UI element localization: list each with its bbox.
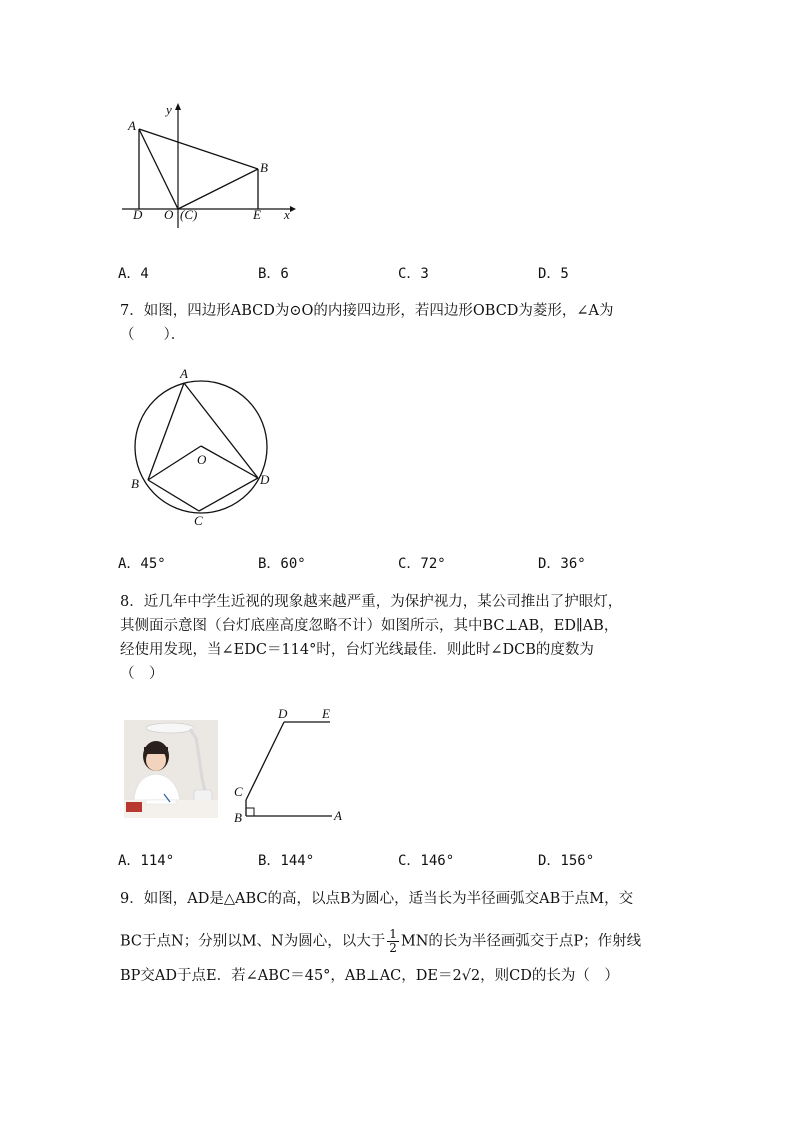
- q8-option-b: B．144°: [258, 853, 315, 869]
- segment-AO: [139, 129, 178, 209]
- q8-stem-line3: 经使用发现，当∠EDC＝114°时，台灯光线最佳．则此时∠DCB的度数为: [120, 642, 594, 658]
- label-B: B: [234, 810, 242, 825]
- circle-O: [135, 381, 267, 513]
- label-y: y: [166, 102, 172, 117]
- q9-line2-part2: MN的长为半径画弧交于点P；作射线: [400, 933, 642, 950]
- q7-option-a: A．45°: [118, 556, 166, 572]
- q9-stem-line1: 9．如图，AD是△ABC的高，以点B为圆心，适当长为半径画弧交AB于点M，交: [120, 891, 634, 907]
- q8-stem-line1: 8．近几年中学生近视的现象越来越严重，为保护视力，某公司推出了护眼灯，: [120, 594, 623, 610]
- q8-stem-line4: （ ）: [120, 666, 164, 682]
- q8-stem-line2: 其侧面示意图（台灯底座高度忽略不计）如图所示，其中BC⊥AB，ED∥AB，: [120, 618, 619, 634]
- segment-OD: [201, 446, 258, 478]
- q7-option-d: D．36°: [538, 556, 586, 572]
- segment-DC: [246, 722, 284, 800]
- fraction-numerator: 1: [389, 927, 397, 941]
- label-x: x: [284, 207, 290, 222]
- segment-OB: [148, 446, 201, 480]
- q9-stem-line3: BP交AD于点E．若∠ABC＝45°，AB⊥AC，DE＝2√2，则CD的长为（ ）: [120, 968, 619, 984]
- label-E: E: [253, 207, 261, 222]
- q9-fraction: [387, 928, 399, 955]
- q6-option-a: A．4: [118, 266, 149, 282]
- segment-AB: [139, 129, 258, 169]
- student-illustration: [124, 720, 218, 818]
- q6-option-c: C．3: [398, 266, 429, 282]
- segment-AB: [148, 383, 184, 480]
- label-B: B: [260, 160, 268, 175]
- fraction-denominator: 2: [389, 941, 397, 955]
- label-C: (C): [180, 207, 198, 222]
- label-D: D: [260, 472, 270, 487]
- q6-coordinate-figure: [110, 98, 310, 228]
- q6-option-b: B．6: [258, 266, 289, 282]
- q8-option-c: C．146°: [398, 853, 455, 869]
- label-O: O: [164, 207, 174, 222]
- segment-AD: [184, 383, 258, 478]
- q7-option-c: C．72°: [398, 556, 446, 572]
- label-A: A: [128, 118, 136, 133]
- q9-line2-part1: BC于点N；分别以M、N为圆心，以大于: [120, 933, 386, 950]
- label-A: A: [334, 808, 342, 823]
- segment-CD: [199, 478, 258, 511]
- label-D: D: [278, 706, 288, 721]
- label-B: B: [131, 476, 139, 491]
- q7-option-b: B．60°: [258, 556, 306, 572]
- label-D: D: [133, 207, 143, 222]
- y-axis-arrow: [175, 103, 181, 110]
- q7-circle-figure: [124, 364, 280, 530]
- q7-stem-line1: 7．如图，四边形ABCD为⊙O的内接四边形，若四边形OBCD为菱形，∠A为: [120, 303, 614, 319]
- q8-option-a: A．114°: [118, 853, 175, 869]
- right-angle-mark: [246, 808, 254, 816]
- label-A: A: [180, 366, 188, 381]
- q9-stem-line2: [120, 928, 641, 955]
- label-C: C: [194, 513, 203, 528]
- q6-option-d: D．5: [538, 266, 569, 282]
- q8-lamp-diagram: [228, 704, 358, 826]
- desk-lamp-photo: [124, 720, 218, 818]
- label-E: E: [322, 706, 330, 721]
- x-axis-arrow: [290, 206, 296, 212]
- label-C: C: [234, 784, 243, 799]
- q7-stem-line2: （ ）．: [120, 327, 186, 343]
- q8-option-d: D．156°: [538, 853, 595, 869]
- label-O: O: [197, 452, 207, 467]
- segment-OB: [178, 169, 258, 209]
